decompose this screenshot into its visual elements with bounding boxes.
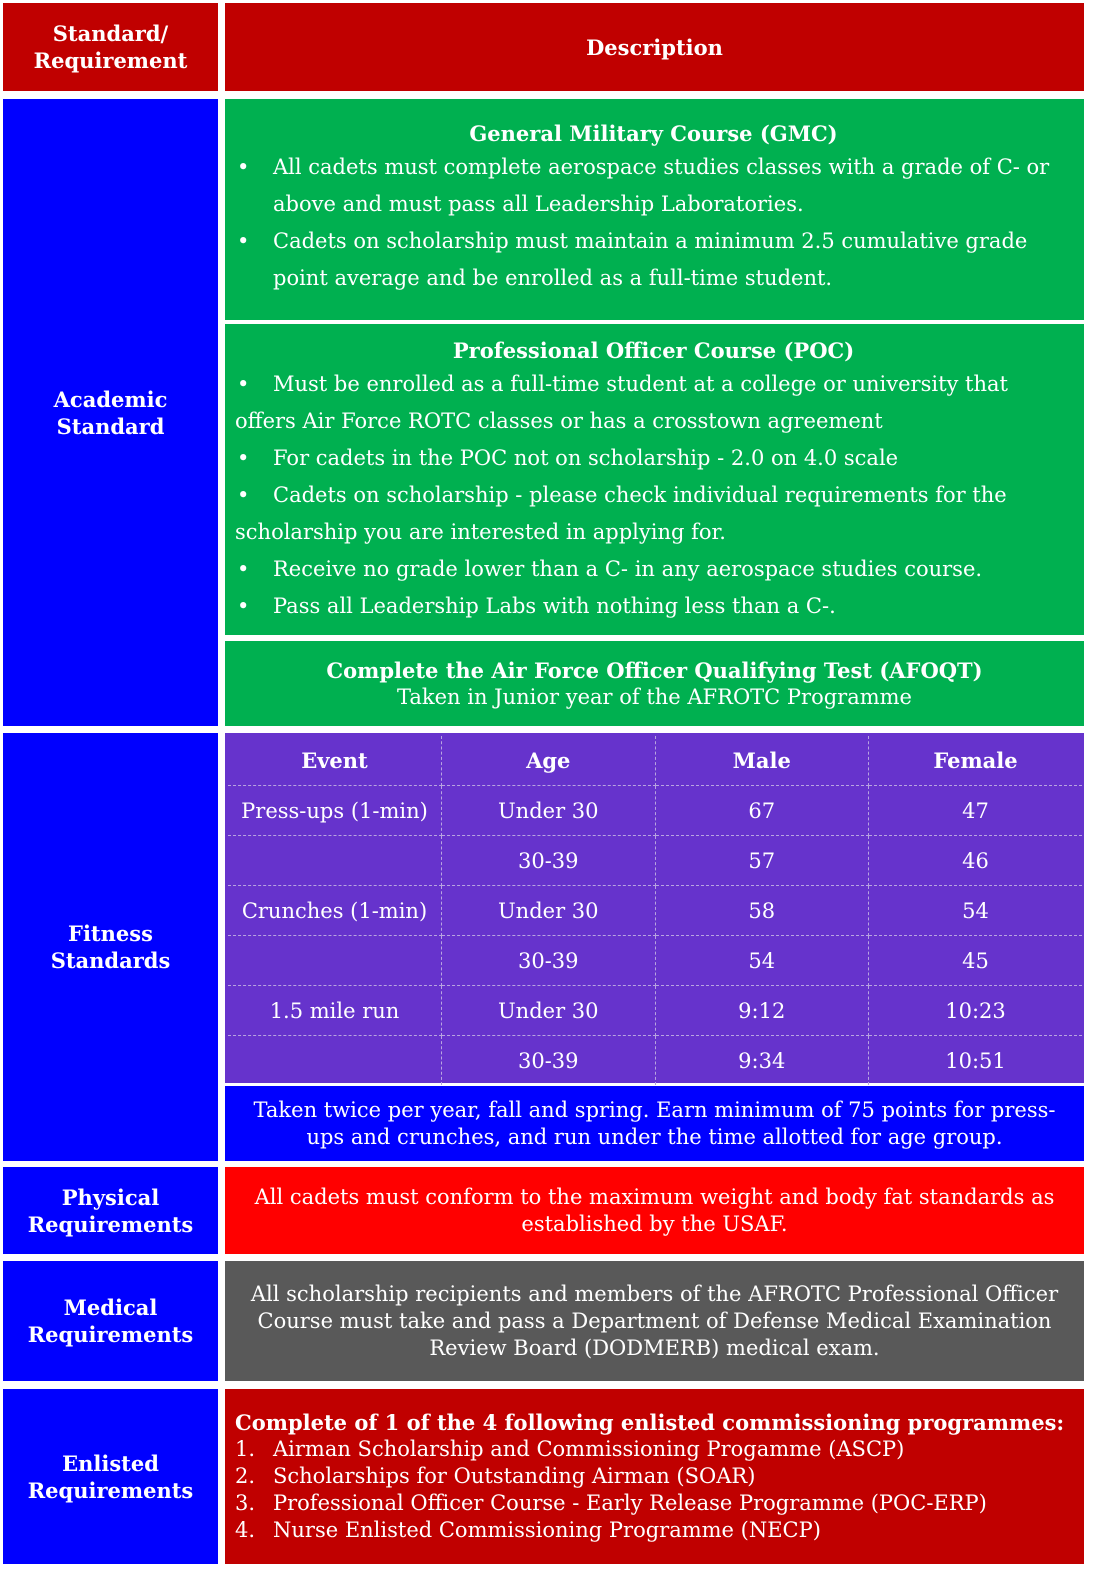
enlisted-requirements-label: Enlisted Requirements [3,1389,218,1564]
cell-female: 45 [869,936,1083,986]
enlisted-programme-list [235,1436,1072,1544]
medical-requirements-text: All scholarship recipients and members of the AFROTC Professional Officer Course must take and pass a Department of Defense Medical Examination Review Board (DODMERB) medical exam. [225,1261,1084,1381]
table-row [228,836,1082,886]
gmc-bullet-1: • All cadets must complete aerospace studies classes with a grade of C- or above and must pass all Leadership Laboratories. [235,149,1072,223]
table-row [228,786,1082,836]
poc-bullet-list [235,366,1072,625]
gmc-title: General Military Course (GMC) [469,121,838,146]
cell-age: Under 30 [442,986,656,1036]
afoqt-section [225,641,1084,726]
poc-section [225,324,1084,635]
cell-event: Press-ups (1-min) [228,786,442,836]
list-item [235,1436,1072,1463]
cell-age: Under 30 [442,886,656,936]
medical-requirements-label: Medical Requirements [3,1261,218,1381]
poc-bullet-4: • Receive no grade lower than a C- in any aerospace studies course. [235,551,1072,588]
col-header-female: Female [869,736,1083,786]
table-row [228,936,1082,986]
afoqt-subtitle: Taken in Junior year of the AFROTC Programme [397,684,912,709]
poc-bullet-1: • Must be enrolled as a full-time student at a college or university that offers Air Force ROTC classes or has a crosstown agreement [235,366,1072,440]
fitness-note: Taken twice per year, fall and spring. Earn minimum of 75 points for press-ups and crunches, and run under the time allotted for age group. [225,1086,1084,1161]
list-item-number: 1. [235,1437,256,1461]
cell-age: 30-39 [442,836,656,886]
cell-age: 30-39 [442,1036,656,1086]
table-row [228,886,1082,936]
table-row [228,986,1082,1036]
enlisted-requirements-title: Complete of 1 of the 4 following enlisted commissioning programmes: [235,1410,1065,1435]
gmc-bullet-2: • Cadets on scholarship must maintain a minimum 2.5 cumulative grade point average and be enrolled as a full-time student. [235,223,1072,297]
gmc-bullet-list [235,149,1072,297]
cell-age: 30-39 [442,936,656,986]
cell-male: 57 [655,836,869,886]
cell-female: 47 [869,786,1083,836]
cell-female: 10:51 [869,1036,1083,1086]
col-header-event: Event [228,736,442,786]
poc-bullet-5: • Pass all Leadership Labs with nothing less than a C-. [235,588,1072,625]
physical-requirements-label: Physical Requirements [3,1167,218,1254]
fitness-table-header-row [228,736,1082,786]
list-item [235,1517,1072,1544]
cell-event [228,1036,442,1086]
cell-male: 9:34 [655,1036,869,1086]
list-item [235,1463,1072,1490]
list-item-number: 3. [235,1491,256,1515]
cell-male: 58 [655,886,869,936]
afoqt-title: Complete the Air Force Officer Qualifying Test (AFOQT) [326,657,983,683]
fitness-table [228,736,1082,1085]
cell-event [228,936,442,986]
cell-female: 10:23 [869,986,1083,1036]
cell-female: 54 [869,886,1083,936]
poc-bullet-3: • Cadets on scholarship - please check individual requirements for the scholarship you are interested in applying for. [235,477,1072,551]
physical-requirements-text: All cadets must conform to the maximum weight and body fat standards as established by the USAF. [225,1167,1084,1254]
list-item-text: Nurse Enlisted Commissioning Programme (NECP) [273,1518,821,1542]
list-item-number: 2. [235,1464,256,1488]
list-item [235,1490,1072,1517]
header-description-cell: Description [225,3,1084,91]
gmc-section [225,99,1084,320]
cell-male: 54 [655,936,869,986]
cell-male: 9:12 [655,986,869,1036]
cell-age: Under 30 [442,786,656,836]
cell-event: 1.5 mile run [228,986,442,1036]
cell-female: 46 [869,836,1083,886]
cell-event [228,836,442,886]
poc-bullet-2: • For cadets in the POC not on scholarship - 2.0 on 4.0 scale [235,440,1072,477]
list-item-number: 4. [235,1518,256,1542]
fitness-standards-label: Fitness Standards [3,733,218,1161]
header-standard-cell: Standard/ Requirement [3,3,218,91]
enlisted-requirements-section [225,1389,1084,1564]
table-row [228,1036,1082,1086]
col-header-age: Age [442,736,656,786]
academic-standard-label: Academic Standard [3,99,218,726]
cell-male: 67 [655,786,869,836]
poc-title: Professional Officer Course (POC) [452,338,855,363]
list-item-text: Scholarships for Outstanding Airman (SOAR) [273,1464,756,1488]
cell-event: Crunches (1-min) [228,886,442,936]
list-item-text: Airman Scholarship and Commissioning Progamme (ASCP) [273,1437,905,1461]
list-item-text: Professional Officer Course - Early Release Programme (POC-ERP) [273,1491,987,1515]
col-header-male: Male [655,736,869,786]
